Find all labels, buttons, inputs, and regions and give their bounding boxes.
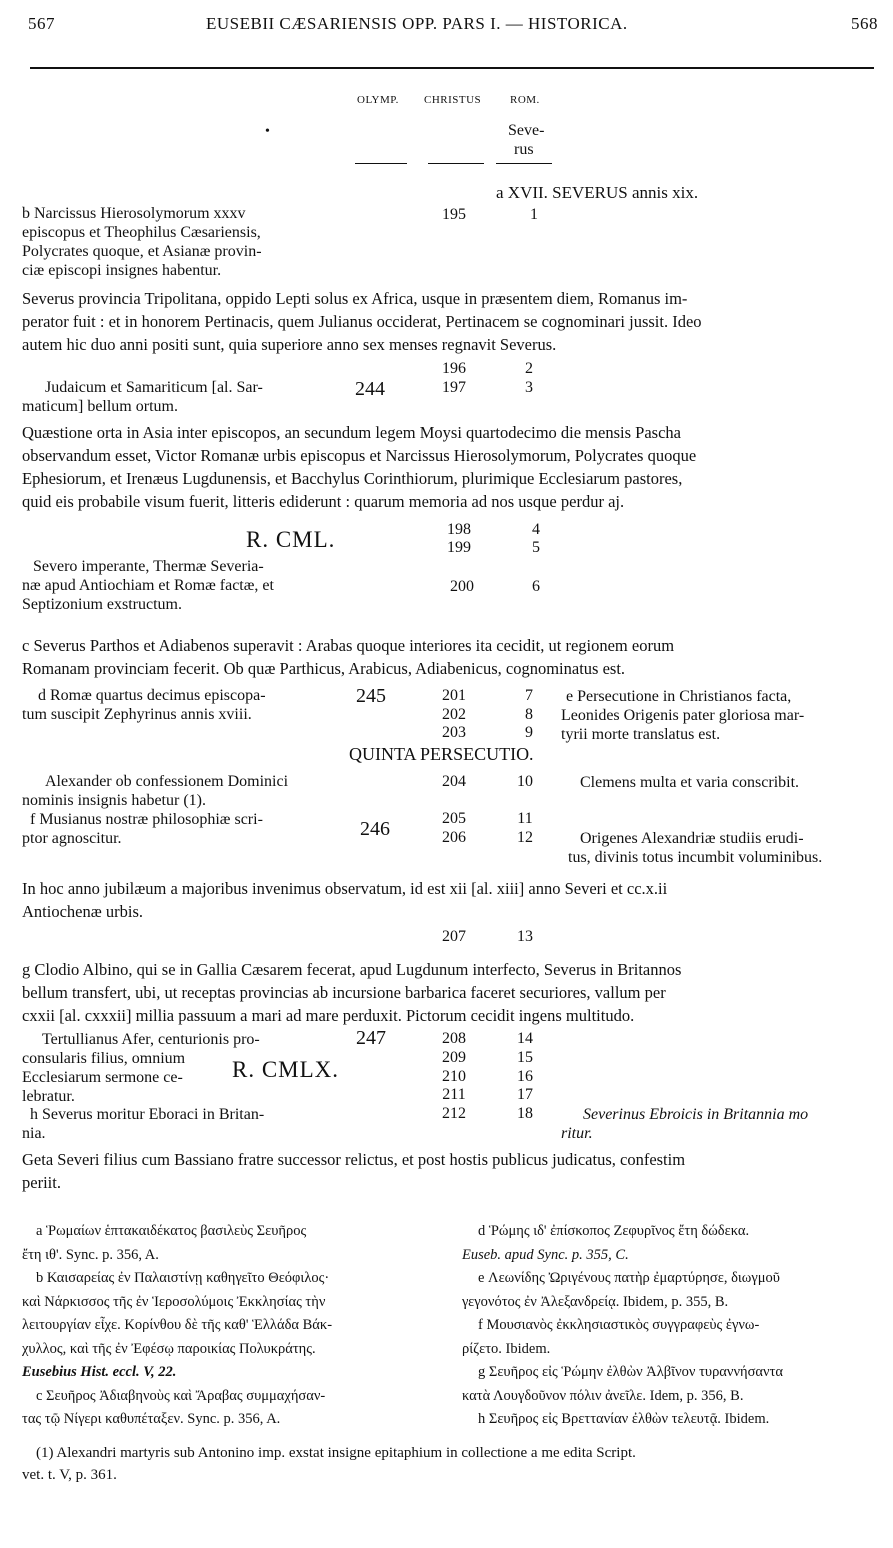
col-divider xyxy=(428,163,484,164)
note-line: ρίζετο. Ibidem. xyxy=(462,1340,551,1357)
page-number-left: 567 xyxy=(28,14,55,33)
year-reign: 17 xyxy=(517,1086,533,1103)
dot-mark: • xyxy=(265,124,270,139)
section-heading-quinta: QUINTA PERSECUTIO. xyxy=(349,744,534,764)
entry-narcissus-line: b Narcissus Hierosolymorum xxxv xyxy=(22,205,246,222)
entry-alexander-line: nominis insignis habetur (1). xyxy=(22,792,206,809)
note-line: e Λεωνίδης Ὠριγένους πατὴρ ἐμαρτύρησε, διωγμοῦ xyxy=(478,1270,780,1286)
entry-tertullianus-line: lebratur. xyxy=(22,1088,75,1105)
note-line: Euseb. apud Sync. p. 355, C. xyxy=(462,1246,629,1263)
year-christus: 202 xyxy=(442,706,466,723)
entry-narcissus-line: ciæ episcopi insignes habentur. xyxy=(22,262,222,279)
note-line: h Σευῆρος εἰς Βρεττανίαν ἐλθὼν τελευτᾷ. Ibidem. xyxy=(478,1411,770,1427)
year-christus: 204 xyxy=(442,773,466,790)
entry-thermae-line: næ apud Antiochiam et Romæ factæ, et xyxy=(22,577,274,594)
entry-musianus-line: f Musianus nostræ philosophiæ scri- xyxy=(30,811,263,828)
paragraph-severus: Severus provincia Tripolitana, oppido Lepti solus ex Africa, usque in præsentem diem, Romanus im- perator fuit : et in honorem Pertinacis, quem Julianus occiderat, Pertinacem se cognominari jussit. Ideo autem hic duo anni positi sunt, quia superiore anno sex menses regnavit Severus. xyxy=(22,289,702,354)
year-reign: 14 xyxy=(517,1030,533,1047)
year-reign: 8 xyxy=(525,706,533,723)
col-rom-sub1: Seve- xyxy=(508,122,545,139)
entry-clemens: Clemens multa et varia conscribit. xyxy=(580,774,800,791)
notes-left xyxy=(22,1220,452,1432)
year-reign: 12 xyxy=(517,829,533,846)
entry-thermae-line: Septizonium exstructum. xyxy=(22,596,182,613)
year-christus: 211 xyxy=(442,1086,466,1103)
entry-zephyrinus-line: tum suscipit Zephyrinus annis xviii. xyxy=(22,706,252,723)
note-line: d Ῥώμης ιδ' ἐπίσκοπος Ζεφυρῖνος ἔτη δώδεκα. xyxy=(478,1223,750,1239)
year-christus: 210 xyxy=(442,1068,466,1085)
olympiad-number: 244 xyxy=(355,378,385,400)
entry-severinus-line: Severinus Ebroicis in Britannia mo xyxy=(583,1106,809,1123)
year-christus: 209 xyxy=(442,1049,466,1066)
year-reign: 5 xyxy=(532,539,540,556)
entry-eboraci-line: nia. xyxy=(22,1125,46,1142)
year-reign: 9 xyxy=(525,724,533,741)
running-title: EUSEBII CÆSARIENSIS OPP. PARS I. — HISTORICA. xyxy=(206,14,628,33)
note-line: ἔτη ιθ'. Sync. p. 356, A. xyxy=(22,1246,159,1263)
note-line: καὶ Νάρκισσος τῆς ἐν Ἱεροσολύμοις Ἐκκλησίας τὴν xyxy=(22,1293,326,1310)
col-divider xyxy=(355,163,407,164)
note-line: χυλλος, καὶ τῆς ἐν Ἐφέσῳ παροικίας Πολυκράτης. xyxy=(22,1340,316,1357)
entry-tertullianus-line: Tertullianus Afer, centurionis pro- xyxy=(42,1031,260,1048)
paragraph-jubilaeum: In hoc anno jubilæum a majoribus invenimus observatum, id est xii [al. xiii] anno Severi et cc.x.ii Antiochenæ urbis. xyxy=(22,879,668,921)
col-christus: CHRISTUS xyxy=(424,94,482,106)
year-christus: 206 xyxy=(442,829,466,846)
note-line: κατὰ Λουγδοῦνον πόλιν ἀνεῖλε. Idem, p. 356, B. xyxy=(462,1387,744,1404)
severus-heading: a XVII. SEVERUS annis xix. xyxy=(496,183,699,202)
year-christus: 203 xyxy=(442,724,466,741)
entry-judaicum-line: Judaicum et Samariticum [al. Sar- xyxy=(45,379,263,396)
entry-narcissus-line: episcopus et Theophilus Cæsariensis, xyxy=(22,224,261,241)
year-reign: 15 xyxy=(517,1049,533,1066)
entry-tertullianus-line: consularis filius, omnium xyxy=(22,1050,186,1067)
note-line: γεγονότος ἐν Ἀλεξανδρείᾳ. Ibidem, p. 355, B. xyxy=(462,1293,729,1310)
year-reign: 18 xyxy=(517,1105,533,1122)
olympiad-number: 247 xyxy=(356,1027,386,1049)
entry-persecutio-line: Leonides Origenis pater gloriosa mar- xyxy=(561,707,805,724)
entry-thermae-line: Severo imperante, Thermæ Severia- xyxy=(33,558,264,575)
year-christus: 196 xyxy=(442,360,466,377)
year-reign: 16 xyxy=(517,1068,533,1085)
note-line: c Σευῆρος Ἀδιαβηνοὺς καὶ Ἄραβας συμμαχήσαν- xyxy=(36,1387,326,1404)
col-olymp: OLYMP. xyxy=(357,94,399,106)
entry-zephyrinus-line: d Romæ quartus decimus episcopa- xyxy=(38,687,266,704)
year-reign: 7 xyxy=(525,687,533,704)
year-christus: 205 xyxy=(442,810,466,827)
year-reign: 6 xyxy=(532,578,540,595)
year-christus: 201 xyxy=(442,687,466,704)
note-line: Eusebius Hist. eccl. V, 22. xyxy=(22,1364,177,1380)
entry-eboraci-line: h Severus moritur Eboraci in Britan- xyxy=(30,1106,265,1123)
paragraph-parthos: c Severus Parthos et Adiabenos superavit : Arabas quoque interiores ita cecidit, ut regionem eorum Romanam provinciam fecerit. Ob quæ Parthicus, Arabicus, Adiabenicus, cognominatus est. xyxy=(22,636,675,678)
year-christus: 199 xyxy=(447,539,471,556)
year-christus: 208 xyxy=(442,1030,466,1047)
year-reign: 2 xyxy=(525,360,533,377)
rome-year-marker: R. CMLX. xyxy=(232,1057,340,1082)
olympiad-number: 245 xyxy=(356,685,386,707)
year-reign: 11 xyxy=(517,810,533,827)
year-christus: 207 xyxy=(442,928,466,945)
note-line: g Σευῆρος εἰς Ῥώμην ἐλθὼν Ἀλβῖνον τυραννήσαντα xyxy=(478,1364,783,1380)
note-line: a Ῥωμαίων ἑπτακαιδέκατος βασιλεὺς Σευῆρος xyxy=(36,1223,307,1239)
entry-narcissus-line: Polycrates quoque, et Asianæ provin- xyxy=(22,243,262,260)
entry-judaicum-line: maticum] bellum ortum. xyxy=(22,398,178,415)
entry-severinus-line: ritur. xyxy=(561,1125,593,1142)
year-reign: 4 xyxy=(532,521,540,538)
entry-alexander-line: Alexander ob confessionem Dominici xyxy=(45,773,289,790)
paragraph-clodio: g Clodio Albino, qui se in Gallia Cæsarem fecerat, apud Lugdunum interfecto, Severus in Britannos bellum transfert, ubi, ut receptas provincias ab incursione barbarica faceret securiores, vallum per cxxii [al. cxxxii] millia passuum a mari ad mare perduxit. Pictorum cecidit ingens multitudo. xyxy=(22,960,682,1025)
rome-year-marker: R. CML. xyxy=(246,527,336,552)
year-christus: 212 xyxy=(442,1105,466,1122)
olympiad-number: 246 xyxy=(360,818,390,840)
entry-persecutio-line: e Persecutione in Christianos facta, xyxy=(566,688,792,705)
year-reign: 10 xyxy=(517,773,533,790)
col-rom: ROM. xyxy=(510,94,540,106)
year-christus: 197 xyxy=(442,379,466,396)
note-line: f Μουσιανὸς ἐκκλησιαστικὸς συγγραφεὺς ἐγνω- xyxy=(478,1317,760,1333)
header-rule xyxy=(30,67,874,69)
year-reign: 3 xyxy=(525,379,533,396)
paragraph-geta: Geta Severi filius cum Bassiano fratre successor relictus, et post hostis publicus judicatus, confestim periit. xyxy=(22,1150,686,1192)
notes-right xyxy=(462,1220,882,1432)
note-line: λειτουργίαν εἶχε. Κορίνθου δὲ τῆς καθ' Ἑλλάδα Βάκ- xyxy=(22,1317,333,1333)
note-line: b Καισαρείας ἐν Παλαιστίνῃ καθηγεῖτο Θεόφιλος· xyxy=(36,1270,330,1286)
year-reign: 13 xyxy=(517,928,533,945)
note-line: τας τῷ Νίγερι καθυπέταξεν. Sync. p. 356, A. xyxy=(22,1411,281,1427)
entry-origenes-line: Origenes Alexandriæ studiis erudi- xyxy=(580,830,804,847)
paragraph-quaestio: Quæstione orta in Asia inter episcopos, an secundum legem Moysi quartodecimo die mensis Pascha observandum esset, Victor Romanæ urbis episcopus et Narcissus Hierosolymorum, Polycrates quoque Ephesiorum, et Irenæus Lugdunensis, et Bacchylus Corinthiorum, plurimique Ecclesiarum pastores, quid eis probabile visum fuerit, litteris ediderunt : quarum memoria ad nos usque perdur aj. xyxy=(22,423,697,511)
year-reign: 1 xyxy=(530,206,538,223)
footnote: (1) Alexandri martyris sub Antonino imp. exstat insigne epitaphium in collectione a me edita Script. vet. t. V, p. 361. xyxy=(22,1445,636,1483)
entry-tertullianus-line: Ecclesiarum sermone ce- xyxy=(22,1069,183,1086)
year-christus: 198 xyxy=(447,521,471,538)
col-rom-sub2: rus xyxy=(514,141,534,158)
entry-musianus-line: ptor agnoscitur. xyxy=(22,830,122,847)
col-divider xyxy=(496,163,552,164)
page-number-right: 568 xyxy=(851,14,878,33)
entry-persecutio-line: tyrii morte translatus est. xyxy=(561,726,721,743)
year-christus: 200 xyxy=(450,578,474,595)
year-christus: 195 xyxy=(442,206,466,223)
entry-origenes-line: tus, divinis totus incumbit voluminibus. xyxy=(568,849,823,866)
